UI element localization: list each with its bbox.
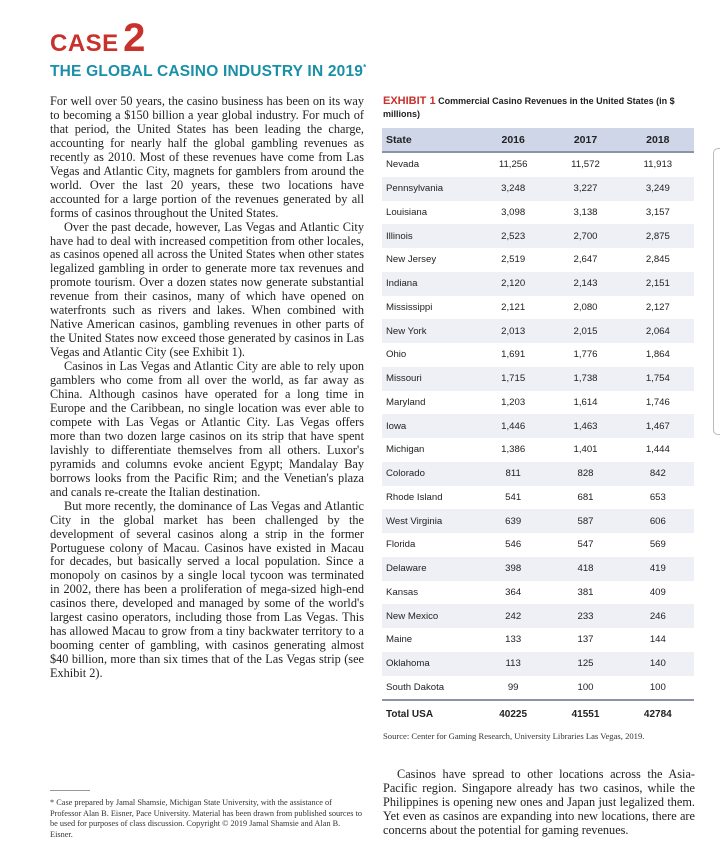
revenue-cell: 1,386 <box>501 444 526 456</box>
exhibit-title: Commercial Casino Revenues in the United States (in $ millions) <box>383 96 675 119</box>
column-header: 2016 <box>477 128 549 152</box>
table-row <box>382 391 694 415</box>
paragraph: But more recently, the dominance of Las Vegas and Atlantic City in the global market has been challenged by the development of several casinos along a strip in the former Portuguese colony of Macau. Casinos have existed in Macau for decades, but basically served a local population. Since a monopoly on casinos by a single local tycoon was terminated in 2002, there has been a proliferation of mega-sized high-end casinos there, developed and managed by some of the world's largest casino operators, including those from Las Vegas. This has allowed Macau to grow from a tiny backwater territory to a booming center of gambling, with casinos generating almost $40 billion, more than six times that of the Las Vegas strip (see Exhibit 2). <box>50 498 364 681</box>
revenue-cell: 842 <box>622 462 694 486</box>
table-row <box>382 152 694 177</box>
column-header: State <box>382 128 477 152</box>
paragraph: Over the past decade, however, Las Vegas and Atlantic City have had to deal with increased competition from other locales, as casinos opened all across the United States when other states legalized gambling in order to generate more tax revenues and promote tourism. Over a dozen states now generate substantial revenue from their casinos, many of which have opened on waterfronts such as rivers and lakes. When combined with Native American casinos, gambling revenues in other parts of the United States now exceed those generated by casinos in Las Vegas and Atlantic City (see Exhibit 1). <box>50 219 364 360</box>
table-row <box>382 604 694 628</box>
state-cell: Florida <box>386 539 416 551</box>
state-cell: Ohio <box>386 349 407 361</box>
revenue-cell: 11,572 <box>571 159 600 171</box>
state-cell: Maine <box>386 634 413 646</box>
revenue-cell: 3,249 <box>622 177 694 201</box>
table-row <box>382 509 694 533</box>
table-row <box>382 486 694 510</box>
revenue-cell: 2,121 <box>501 301 526 313</box>
revenue-cell: 2,700 <box>549 224 621 248</box>
revenue-cell: 100 <box>577 681 594 693</box>
table-row <box>382 296 694 320</box>
revenue-cell: 381 <box>577 586 594 598</box>
revenue-cell: 541 <box>505 491 522 503</box>
revenue-cell: 140 <box>622 652 694 676</box>
revenue-cell: 1,754 <box>622 367 694 391</box>
case-number: 2 <box>123 16 146 60</box>
total-value: 40225 <box>477 700 549 727</box>
revenue-cell: 1,614 <box>573 396 598 408</box>
table-row <box>382 462 694 486</box>
total-value: 41551 <box>549 700 621 727</box>
revenue-cell: 2,519 <box>501 254 526 266</box>
revenue-cell: 587 <box>549 509 621 533</box>
revenue-cell: 2,647 <box>573 254 598 266</box>
revenue-cell: 1,776 <box>573 349 598 361</box>
revenue-cell: 233 <box>549 604 621 628</box>
revenue-cell: 1,444 <box>645 444 670 456</box>
revenue-cell: 547 <box>577 539 594 551</box>
revenue-table <box>382 128 694 727</box>
revenue-cell: 409 <box>649 586 666 598</box>
revenue-cell: 2,151 <box>622 272 694 296</box>
revenue-cell: 113 <box>477 652 549 676</box>
state-cell: Michigan <box>386 444 425 456</box>
table-row <box>382 248 694 272</box>
revenue-cell: 99 <box>507 681 519 693</box>
revenue-cell: 364 <box>505 586 522 598</box>
revenue-cell: 1,715 <box>477 367 549 391</box>
exhibit-caption <box>383 95 693 120</box>
table-row <box>382 177 694 201</box>
state-cell: Pennsylvania <box>382 177 477 201</box>
revenue-cell: 144 <box>649 634 666 646</box>
table-row <box>382 224 694 248</box>
revenue-cell: 1,401 <box>573 444 598 456</box>
revenue-cell: 2,015 <box>549 319 621 343</box>
total-row <box>382 700 694 727</box>
table-header-row <box>382 128 694 152</box>
table-row <box>382 201 694 225</box>
left-column <box>50 95 364 681</box>
state-cell: Colorado <box>382 462 477 486</box>
total-value: 42784 <box>622 700 694 727</box>
state-cell: Iowa <box>382 414 477 438</box>
page-title <box>50 63 366 81</box>
revenue-cell: 2,080 <box>573 301 598 313</box>
column-header: 2018 <box>622 128 694 152</box>
table-row <box>382 676 694 701</box>
revenue-cell: 2,845 <box>645 254 670 266</box>
exhibit-label: EXHIBIT 1 <box>383 95 436 107</box>
revenue-cell: 3,157 <box>645 206 670 218</box>
revenue-cell: 828 <box>549 462 621 486</box>
revenue-cell: 2,875 <box>622 224 694 248</box>
revenue-cell: 1,746 <box>645 396 670 408</box>
state-cell: Rhode Island <box>386 491 443 503</box>
revenue-cell: 2,120 <box>477 272 549 296</box>
revenue-cell: 3,098 <box>501 206 526 218</box>
revenue-cell: 2,064 <box>622 319 694 343</box>
footnote: * Case prepared by Jamal Shamsie, Michigan State University, with the assistance of Professor Alan B. Eisner, Pace University. Material has been drawn from published sources to be used for purposes of class discussion. Copyright © 2019 Jamal Shamsie and Alan B. Eisner. <box>50 798 363 839</box>
revenue-cell: 1,463 <box>549 414 621 438</box>
paragraph: Casinos in Las Vegas and Atlantic City are able to rely upon gamblers who come from all over the world, as far away as China. Although casinos have operated for a long time in Europe and the Caribbean, no single location was ever able to compete with Las Vegas or Atlantic City. Las Vegas offers more than two dozen large casinos on its strip that have spent lavishly to differentiate themselves from all others. Luxor's pyramids and columns evoke ancient Egypt; Mandalay Bay borrows looks from the Pacific Rim; and the Venetian's plaza and canals re-create the Italian destination. <box>50 359 364 499</box>
state-cell: Louisiana <box>386 206 428 218</box>
table-row <box>382 581 694 605</box>
table-row <box>382 652 694 676</box>
table-row <box>382 414 694 438</box>
revenue-cell: 3,227 <box>549 177 621 201</box>
state-cell: New Jersey <box>386 254 437 266</box>
revenue-cell: 653 <box>649 491 666 503</box>
title-text: THE GLOBAL CASINO INDUSTRY IN 2019 <box>50 63 364 81</box>
revenue-cell: 2,523 <box>477 224 549 248</box>
table-row <box>382 343 694 367</box>
revenue-cell: 606 <box>622 509 694 533</box>
revenue-cell: 133 <box>505 634 522 646</box>
table-row <box>382 557 694 581</box>
table-row <box>382 628 694 652</box>
revenue-cell: 2,143 <box>549 272 621 296</box>
state-cell: Oklahoma <box>382 652 477 676</box>
state-cell: New Mexico <box>382 604 477 628</box>
table-row <box>382 533 694 557</box>
revenue-cell: 11,913 <box>643 159 673 171</box>
table-row <box>382 272 694 296</box>
revenue-cell: 419 <box>622 557 694 581</box>
footnote-divider <box>50 790 90 791</box>
total-label: Total USA <box>382 700 477 727</box>
state-cell: Missouri <box>382 367 477 391</box>
revenue-cell: 2,127 <box>645 301 670 313</box>
state-cell: Mississippi <box>386 301 433 313</box>
revenue-cell: 3,248 <box>477 177 549 201</box>
revenue-cell: 681 <box>577 491 594 503</box>
revenue-cell: 2,013 <box>477 319 549 343</box>
revenue-cell: 1,203 <box>501 396 526 408</box>
state-cell: West Virginia <box>382 509 477 533</box>
state-cell: South Dakota <box>386 681 445 693</box>
state-cell: Illinois <box>382 224 477 248</box>
revenue-cell: 1,467 <box>622 414 694 438</box>
state-cell: Kansas <box>386 586 418 598</box>
revenue-cell: 639 <box>477 509 549 533</box>
revenue-cell: 100 <box>649 681 666 693</box>
revenue-cell: 811 <box>477 462 549 486</box>
page-edge-bracket <box>713 148 720 435</box>
case-heading <box>50 18 145 58</box>
title-footnote-mark: * <box>363 63 367 72</box>
revenue-cell: 1,446 <box>477 414 549 438</box>
paragraph: Casinos have spread to other locations across the Asia-Pacific region. Singapore already has two casinos, while the Philippines is opening new ones and Japan just legalized them. Yet even as casinos are expanding into new locations, there are concerns about the potential for gaming revenues. <box>383 767 695 837</box>
revenue-cell: 137 <box>577 634 594 646</box>
revenue-cell: 569 <box>649 539 666 551</box>
revenue-cell: 1,864 <box>645 349 670 361</box>
revenue-cell: 1,691 <box>501 349 526 361</box>
revenue-cell: 398 <box>477 557 549 581</box>
revenue-cell: 11,256 <box>498 159 528 171</box>
revenue-cell: 546 <box>505 539 522 551</box>
table-row <box>382 319 694 343</box>
revenue-cell: 3,138 <box>573 206 598 218</box>
state-cell: Indiana <box>382 272 477 296</box>
case-word: CASE <box>50 30 119 57</box>
column-header: 2017 <box>549 128 621 152</box>
state-cell: Nevada <box>386 159 420 171</box>
state-cell: New York <box>382 319 477 343</box>
paragraph: For well over 50 years, the casino business has been on its way to becoming a $150 billion a year global industry. For much of that period, the United States has been leading the charge, accounting for nearly half the global gambling revenues as recently as 2010. Most of these revenues have come from Las Vegas and Atlantic City, magnets for gamblers from around the world. Over the last 20 years, these two locations have accounted for a large portion of the revenues generated by all forms of casinos throughout the United States. <box>50 94 364 220</box>
state-cell: Maryland <box>386 396 426 408</box>
revenue-cell: 246 <box>622 604 694 628</box>
state-cell: Delaware <box>382 557 477 581</box>
table-source: Source: Center for Gaming Research, University Libraries Las Vegas, 2019. <box>383 731 645 741</box>
revenue-cell: 242 <box>477 604 549 628</box>
table-row <box>382 367 694 391</box>
table-row <box>382 438 694 462</box>
revenue-cell: 418 <box>549 557 621 581</box>
revenue-cell: 1,738 <box>549 367 621 391</box>
revenue-cell: 125 <box>549 652 621 676</box>
